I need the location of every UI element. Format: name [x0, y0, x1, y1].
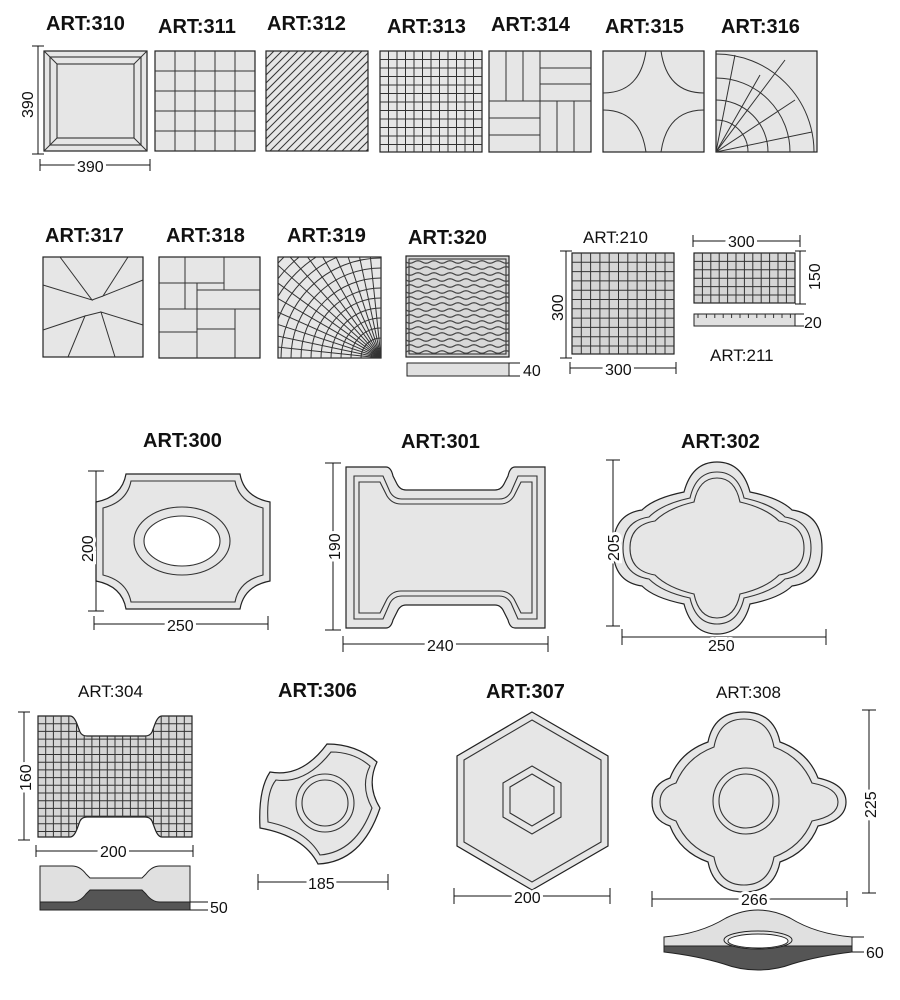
art308-tile — [652, 712, 864, 970]
art301-tile — [346, 467, 545, 628]
art313-tile — [380, 51, 482, 152]
art300-label: ART:300 — [143, 430, 222, 452]
art301-width-dimension: 240 — [427, 638, 454, 655]
art302-tile — [613, 462, 822, 634]
art318-label: ART:318 — [166, 225, 245, 247]
art316-tile — [716, 51, 817, 152]
art312-label: ART:312 — [267, 13, 346, 35]
art313-label: ART:313 — [387, 16, 466, 38]
art314-label: ART:314 — [491, 14, 570, 36]
art310-height-dimension: 390 — [20, 91, 37, 118]
art319-label: ART:319 — [287, 225, 366, 247]
art304-tile — [38, 716, 208, 910]
art308-thickness-dimension: 60 — [866, 945, 884, 962]
art310-width-dimension: 390 — [77, 159, 104, 176]
art211-thickness-dimension: 20 — [804, 315, 822, 332]
art306-label: ART:306 — [278, 680, 357, 702]
art210-width-dimension: 300 — [605, 362, 632, 379]
art317-tile — [43, 257, 143, 357]
art310-label: ART:310 — [46, 13, 125, 35]
art308-label: ART:308 — [716, 683, 781, 702]
art211-height-dimension: 150 — [807, 263, 824, 290]
art310-tile — [44, 51, 147, 151]
art315-label: ART:315 — [605, 16, 684, 38]
art311-tile — [155, 51, 255, 151]
art301-height-dimension: 190 — [327, 533, 344, 560]
art308-height-dimension: 225 — [863, 791, 880, 818]
art302-label: ART:302 — [681, 431, 760, 453]
art307-label: ART:307 — [486, 681, 565, 703]
art304-width-dimension: 200 — [100, 844, 127, 861]
art210-height-dimension: 300 — [550, 294, 567, 321]
art306-width-dimension: 185 — [308, 876, 335, 893]
art304-height-dimension: 160 — [18, 764, 35, 791]
art318-tile — [159, 257, 260, 358]
art307-width-dimension: 200 — [514, 890, 541, 907]
art302-height-dimension: 205 — [606, 534, 623, 561]
art316-label: ART:316 — [721, 16, 800, 38]
art300-tile — [96, 474, 270, 609]
art320-thickness-dimension: 40 — [523, 363, 541, 380]
art304-thickness-dimension: 50 — [210, 900, 228, 917]
art211-tile — [694, 253, 795, 326]
art210-label: ART:210 — [583, 228, 648, 247]
art300-height-dimension: 200 — [80, 535, 97, 562]
art317-label: ART:317 — [45, 225, 124, 247]
art320-tile — [406, 256, 520, 376]
art308-width-dimension: 266 — [741, 892, 768, 909]
art304-label: ART:304 — [78, 682, 143, 701]
art210-tile — [572, 253, 674, 354]
art302-width-dimension: 250 — [708, 638, 735, 655]
art211-width-dimension: 300 — [728, 234, 755, 251]
art307-tile — [457, 712, 608, 890]
art320-label: ART:320 — [408, 227, 487, 249]
art211-label: ART:211 — [710, 346, 774, 365]
art300-width-dimension: 250 — [167, 618, 194, 635]
art311-label: ART:311 — [158, 16, 236, 38]
art306-tile — [260, 744, 380, 864]
art315-tile — [603, 51, 704, 152]
art301-label: ART:301 — [401, 431, 480, 453]
art314-tile — [489, 51, 591, 152]
